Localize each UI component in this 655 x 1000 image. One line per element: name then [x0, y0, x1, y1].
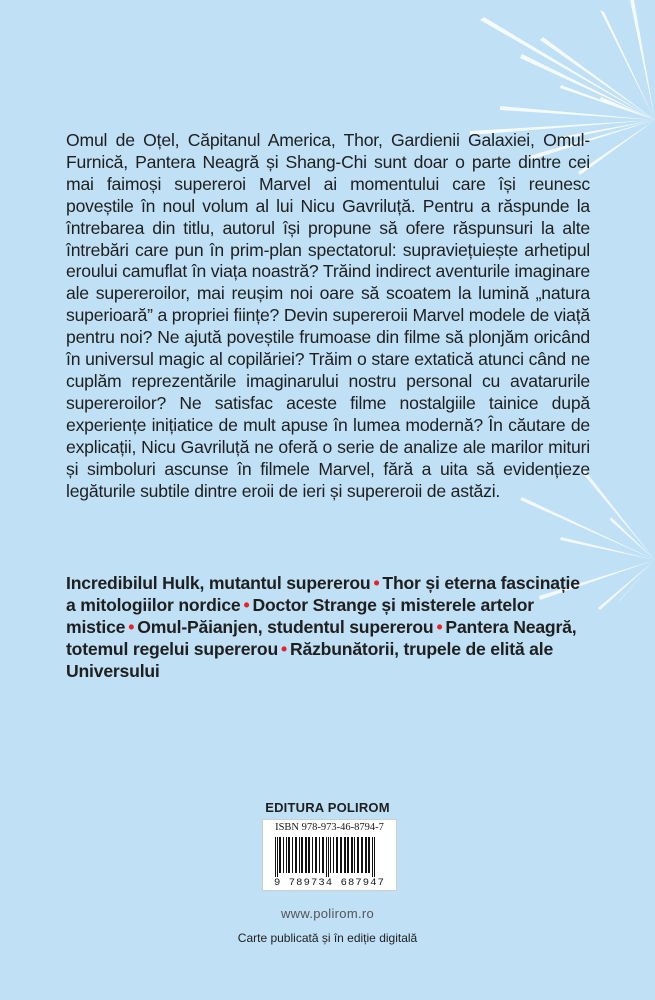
barcode-bar: [277, 837, 278, 877]
barcode-bar: [283, 837, 284, 873]
barcode-bar: [312, 837, 313, 873]
isbn-number: ISBN 978-973-46-8794-7: [275, 822, 384, 833]
barcode-bar: [344, 837, 346, 873]
back-cover-blurb: Omul de Oțel, Căpitanul America, Thor, Gardienii Galaxiei, Omul-Furnică, Pantera Neagră și Shang-Chi sunt doar o parte dintre cei mai faimoși supereroi Marvel ai momentului care își reunesc poveștile în noul volum al lui Nicu Gavriluță. Pentru a răspunde la întrebarea din titlu, autorul își propune să ofere răspunsuri la alte întrebări care pun în prim-plan spectatorul: supraviețuiește arhetipul eroului camuflat în viața noastră? Trăind indirect aventurile imaginare ale supereroilor, mai reușim noi oare să scoatem la lumină „natura superioară” a propriei ființe? Devin supereroii Marvel modele de viață pentru noi? Ne ajută poveștile frumoase din filme să plonjăm oricând în universul magic al copilăriei? Trăim o stare extatică atunci când ne cuplăm reprezentările imaginarului nostru personal cu avatarurile supereroilor? Ne satisfac aceste filme nostalgiile tainice după experiențe inițiatice de mult apuse în lumea modernă? În căutare de explicații, Nicu Gavriluță ne oferă o serie de analize ale marilor mituri și simboluri ascunse în filmele Marvel, fără a uita să evidențieze legăturile subtile dintre eroii de ieri și supereroii de astăzi.: [66, 130, 590, 501]
publisher-website: www.polirom.ro: [280, 906, 375, 921]
publisher-name: EDITURA POLIROM: [265, 800, 390, 815]
barcode-bar: [305, 837, 307, 873]
barcode-bar: [286, 837, 287, 873]
barcode-bar: [351, 837, 353, 873]
barcode-bar: [295, 837, 297, 873]
chapter-item: Incredibilul Hulk, mutantul supererou: [66, 573, 371, 593]
barcode-bar: [330, 837, 331, 873]
digital-edition-note: Carte publicată și în ediție digitală: [237, 931, 418, 945]
barcode-bar: [365, 837, 367, 873]
barcode-bar: [328, 837, 329, 877]
chapter-item: Răzbunătorii, trupele de elită ale Universului: [66, 638, 554, 681]
chapter-item: Thor și eterna fascinație a mitologiilor nordice: [66, 573, 580, 615]
barcode: [273, 837, 386, 877]
barcode-bar: [336, 837, 338, 873]
barcode-bar: [354, 837, 355, 873]
barcode-bar: [374, 837, 375, 877]
barcode-bar: [361, 837, 363, 873]
bullet-separator: •: [373, 573, 380, 593]
isbn-barcode-box: [262, 819, 397, 891]
barcode-bar: [333, 837, 334, 873]
barcode-bar: [279, 837, 281, 873]
barcode-bar: [340, 837, 342, 873]
barcode-bar: [357, 837, 359, 873]
bullet-separator: •: [243, 594, 250, 615]
barcode-bar: [299, 837, 300, 873]
bullet-separator: •: [436, 616, 443, 637]
barcode-bar: [368, 837, 370, 873]
barcode-bar: [326, 837, 327, 877]
chapter-item: Pantera Neagră, totemul regelui supererou: [66, 616, 577, 659]
barcode-bar: [322, 837, 324, 873]
chapter-item: Omul-Păianjen, studentul supererou: [137, 616, 434, 637]
chapter-item: Doctor Strange și misterele artelor mistice: [66, 594, 534, 637]
barcode-bar: [372, 837, 373, 877]
bullet-separator: •: [281, 638, 287, 659]
barcode-bar: [347, 837, 349, 873]
bullet-separator: •: [128, 616, 135, 637]
barcode-bar: [292, 837, 293, 873]
barcode-bar: [288, 837, 290, 873]
barcode-bar: [315, 837, 317, 873]
barcode-digits: 9 789734 687947: [273, 877, 385, 889]
barcode-bar: [301, 837, 303, 873]
barcode-bar: [308, 837, 310, 873]
barcode-bar: [275, 837, 276, 877]
chapter-list: [66, 573, 590, 683]
barcode-bar: [319, 837, 320, 873]
